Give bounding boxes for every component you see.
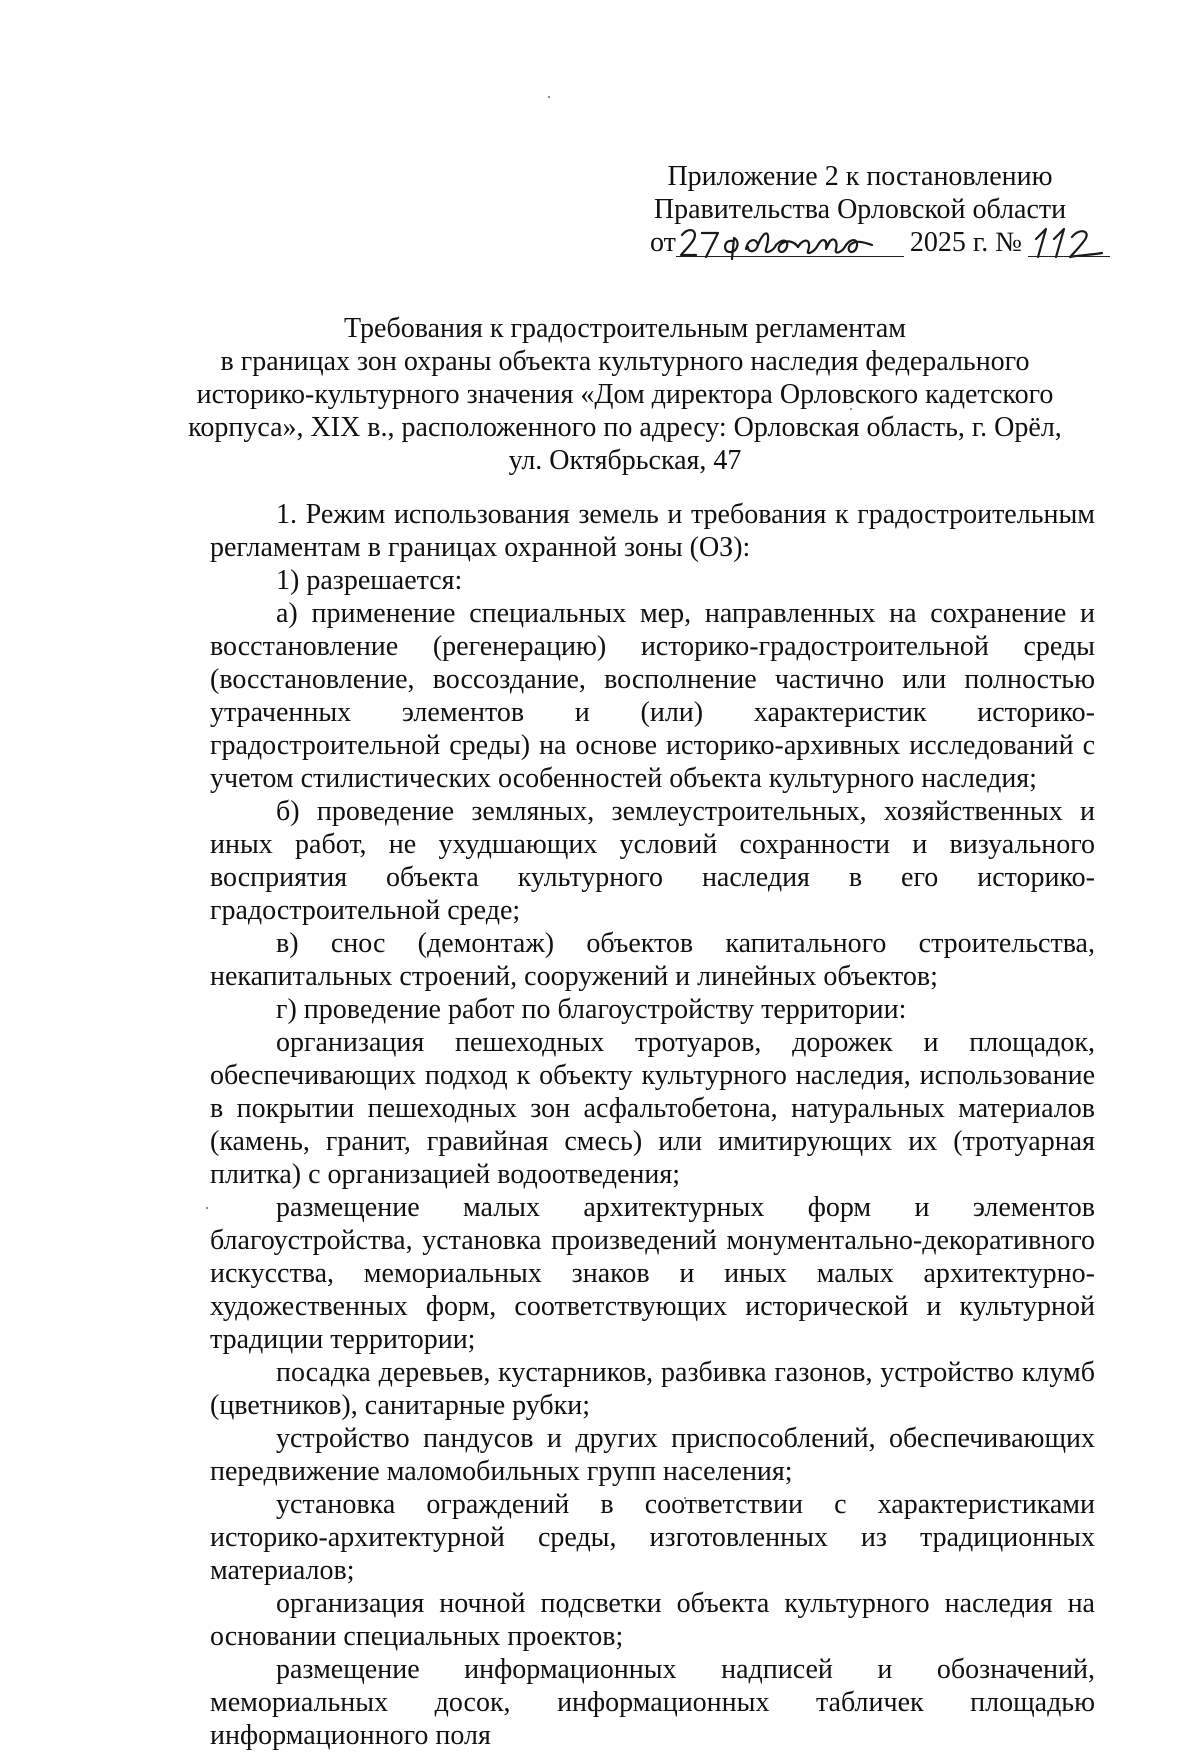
handwritten-date <box>676 229 904 259</box>
title-line: Требования к градостроительным регламентам <box>344 313 906 344</box>
list-item: размещение информационных надписей и обозначений, мемориальных досок, информационных табличек площадью информационного поля <box>210 1654 1095 1751</box>
list-item: размещение малых архитектурных форм и элементов благоустройства, установка произведений монументально-декоративного искусства, мемориальных знаков и иных малых архитектурно-художественных форм, соответствующих исторической и культурной традиции территории; <box>210 1192 1095 1355</box>
title-line: ул. Октябрьская, 47 <box>508 445 742 476</box>
year-number-text: 2025 г. № <box>909 227 1022 258</box>
date-number-line <box>650 226 1070 259</box>
scan-speck <box>206 1207 208 1209</box>
section-1-paragraph: 1. Режим использования земель и требования к градостроительным регламентам в границах охранной зоны (ОЗ): <box>210 499 1095 563</box>
appendix-header <box>650 160 1070 259</box>
scan-speck <box>548 96 550 98</box>
subsection-allowed: 1) разрешается: <box>276 565 463 596</box>
appendix-line: Приложение 2 к постановлению <box>667 161 1053 192</box>
item-g-paragraph: г) проведение работ по благоустройству территории: <box>276 994 907 1025</box>
list-item: установка ограждений в соответствии с характеристиками историко-архитектурной среды, изготовленных из традиционных материалов; <box>210 1489 1095 1586</box>
government-line: Правительства Орловской области <box>653 194 1067 225</box>
item-v-paragraph: в) снос (демонтаж) объектов капитального строительства, некапитальных строений, сооружений и линейных объектов; <box>210 928 1095 992</box>
document-title <box>160 312 1090 477</box>
list-item: организация ночной подсветки объекта культурного наследия на основании специальных проектов; <box>210 1588 1095 1652</box>
list-item: посадка деревьев, кустарников, разбивка газонов, устройство клумб (цветников), санитарные рубки; <box>210 1357 1095 1421</box>
item-a-paragraph: а) применение специальных мер, направленных на сохранение и восстановление (регенерацию) историко-градостроительной среды (восстановление, воссоздание, восполнение частично или полностью утраченных элементов и (или) характеристик историко-градостроительной среды) на основе историко-архивных исследований с учетом стилистических особенностей объекта культурного наследия; <box>210 598 1095 794</box>
title-line: корпуса», XIX в., расположенного по адресу: Орловская область, г. Орёл, <box>188 412 1062 443</box>
list-item: устройство пандусов и других приспособлений, обеспечивающих передвижение маломобильных групп населения; <box>210 1423 1095 1487</box>
list-item: организация пешеходных тротуаров, дорожек и площадок, обеспечивающих подход к объекту культурного наследия, использование в покрытии пешеходных зон асфальтобетона, натуральных материалов (камень, гранит, гравийная смесь) или имитирующих их (тротуарная плитка) с организацией водоотведения; <box>210 1027 1095 1190</box>
document-body <box>210 498 1095 1752</box>
title-line: историко-культурного значения «Дом директора Орловского кадетского <box>196 379 1054 410</box>
date-prefix: от <box>650 227 676 258</box>
title-line: в границах зон охраны объекта культурного наследия федерального <box>220 346 1030 377</box>
handwritten-number <box>1028 229 1110 259</box>
item-b-paragraph: б) проведение земляных, землеустроительных, хозяйственных и иных работ, не ухудшающих условий сохранности и визуального восприятия объекта культурного наследия в его историко-градостроительной среде; <box>210 796 1095 926</box>
